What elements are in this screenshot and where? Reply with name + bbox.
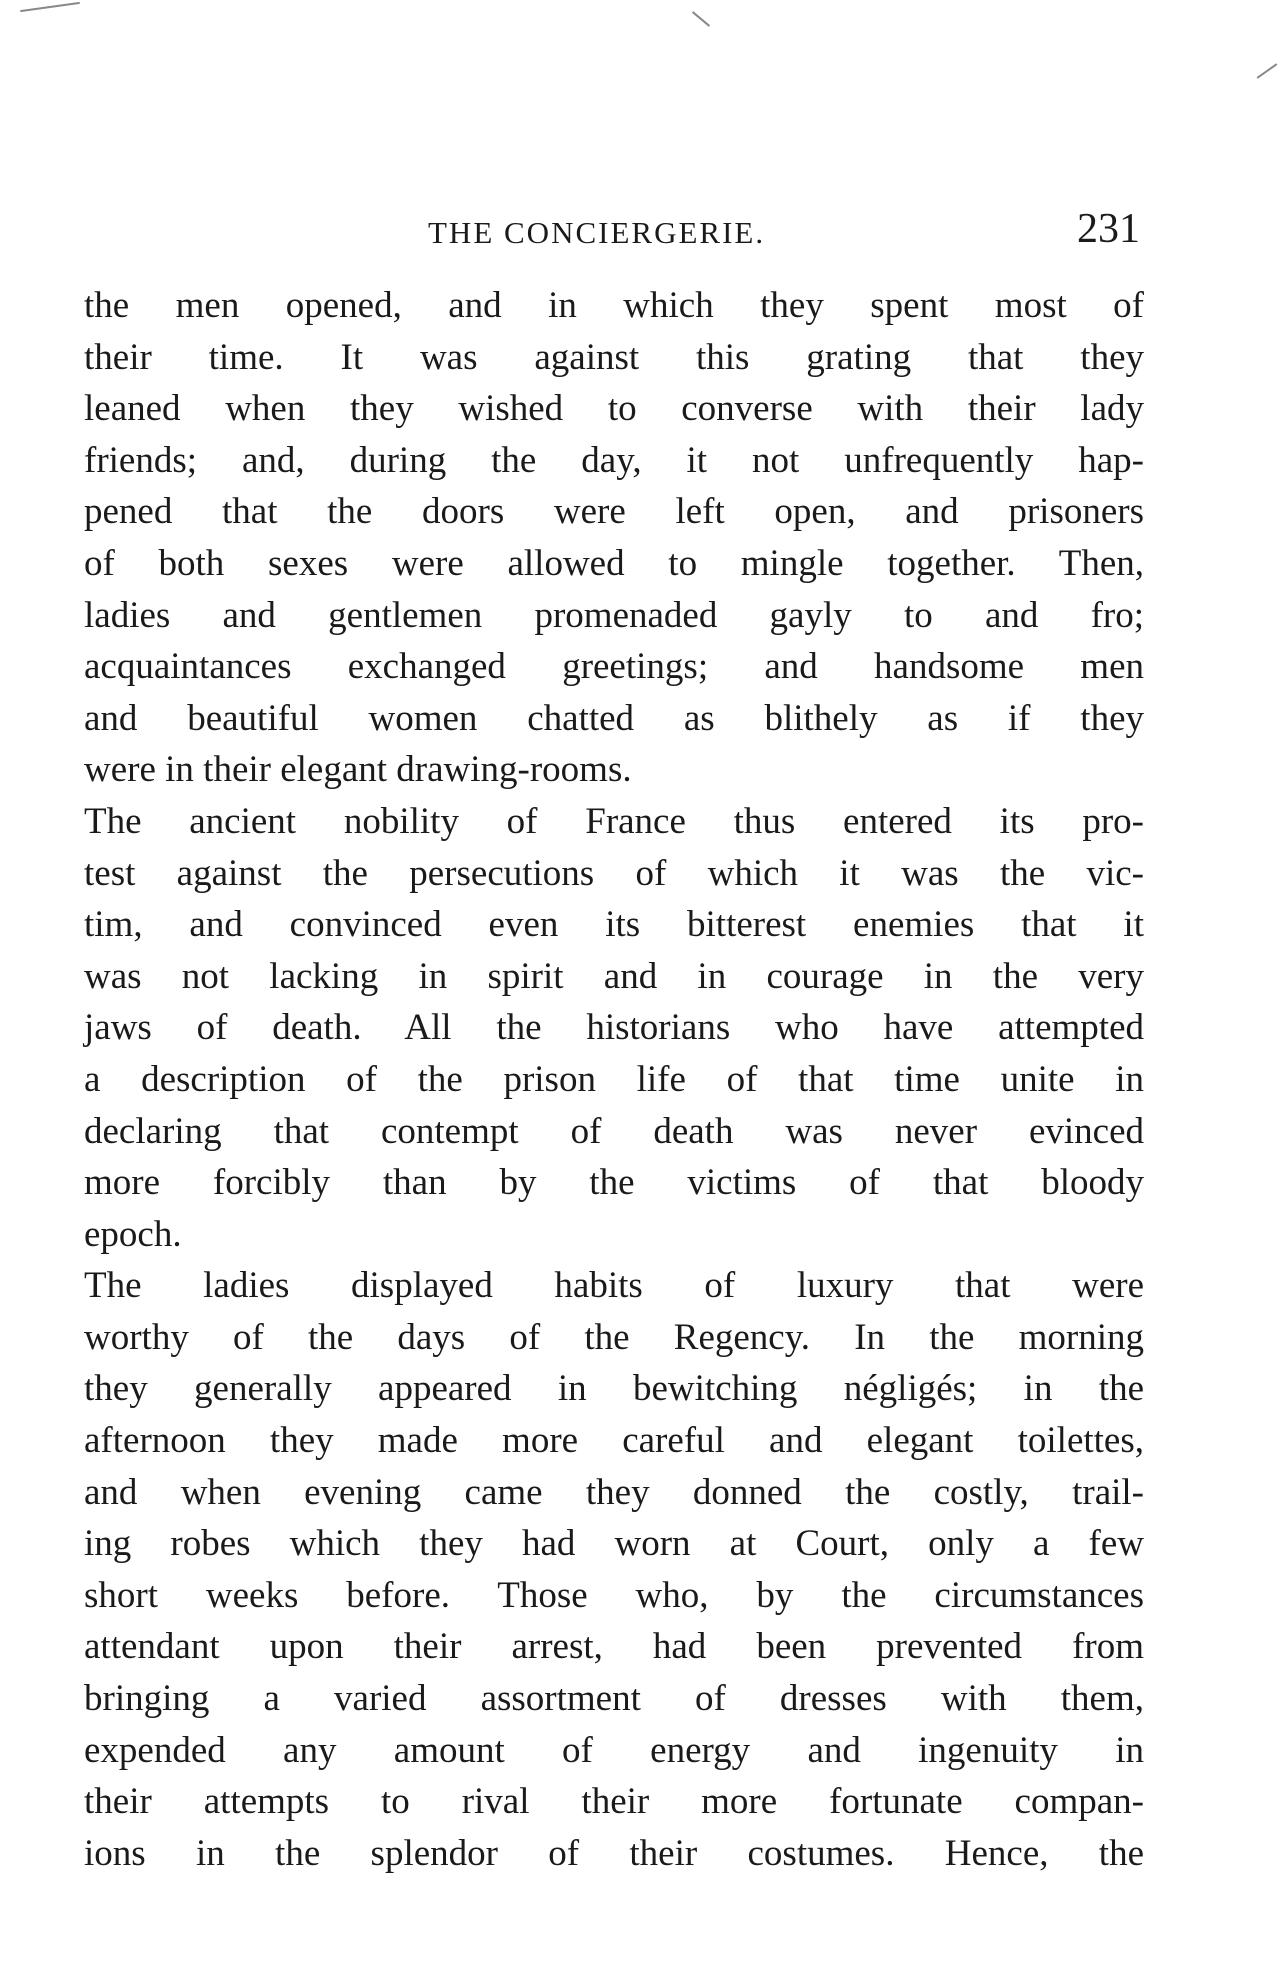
text-line: bringing a varied assortment of dresses with them, <box>84 1678 1144 1720</box>
text-line: The ancient nobility of France thus entered its pro- <box>84 800 1144 842</box>
text-line: epoch. <box>84 1213 182 1255</box>
text-line: ions in the splendor of their costumes. Hence, the <box>84 1832 1144 1874</box>
text-line: pened that the doors were left open, and prisoners <box>84 491 1144 533</box>
text-line: expended any amount of energy and ingenuity in <box>84 1729 1144 1771</box>
text-line: and beautiful women chatted as blithely as if they <box>84 697 1144 739</box>
text-line: was not lacking in spirit and in courage in the very <box>84 955 1144 997</box>
text-line: acquaintances exchanged greetings; and handsome men <box>84 646 1144 688</box>
text-line: test against the persecutions of which it was the vic- <box>84 852 1144 894</box>
scan-speck <box>1257 63 1278 78</box>
text-line: jaws of death. All the historians who have attempted <box>84 1007 1144 1049</box>
text-line: the men opened, and in which they spent most of <box>84 285 1144 326</box>
text-line: their time. It was against this grating that they <box>84 336 1144 378</box>
text-line: declaring that contempt of death was never evinced <box>84 1110 1144 1152</box>
text-line: The ladies displayed habits of luxury that were <box>84 1265 1144 1307</box>
text-line: they generally appeared in bewitching négligés; in the <box>84 1368 1144 1410</box>
body-text <box>84 280 1144 1879</box>
text-line: were in their elegant drawing-rooms. <box>84 749 632 791</box>
scan-speck <box>692 11 710 27</box>
text-line: ing robes which they had worn at Court, only a few <box>84 1523 1144 1565</box>
text-line: afternoon they made more careful and elegant toilettes, <box>84 1420 1144 1462</box>
text-line: friends; and, during the day, it not unfrequently hap- <box>84 439 1144 481</box>
running-head: THE CONCIERGERIE. <box>428 215 766 250</box>
text-line: worthy of the days of the Regency. In the morning <box>84 1316 1144 1358</box>
text-line: their attempts to rival their more fortunate compan- <box>84 1781 1144 1823</box>
text-line: short weeks before. Those who, by the circumstances <box>84 1574 1144 1616</box>
text-line: of both sexes were allowed to mingle together. Then, <box>84 542 1144 584</box>
text-line: more forcibly than by the victims of that bloody <box>84 1162 1144 1204</box>
text-line: a description of the prison life of that time unite in <box>84 1058 1144 1100</box>
scan-speck <box>20 2 80 12</box>
page-header <box>88 205 1140 255</box>
text-line: attendant upon their arrest, had been prevented from <box>84 1626 1144 1668</box>
page-number: 231 <box>1077 206 1140 252</box>
text-line: and when evening came they donned the costly, trail- <box>84 1471 1144 1513</box>
text-line: leaned when they wished to converse with their lady <box>84 388 1144 430</box>
text-line: tim, and convinced even its bitterest enemies that it <box>84 904 1144 946</box>
text-line: ladies and gentlemen promenaded gayly to and fro; <box>84 594 1144 636</box>
